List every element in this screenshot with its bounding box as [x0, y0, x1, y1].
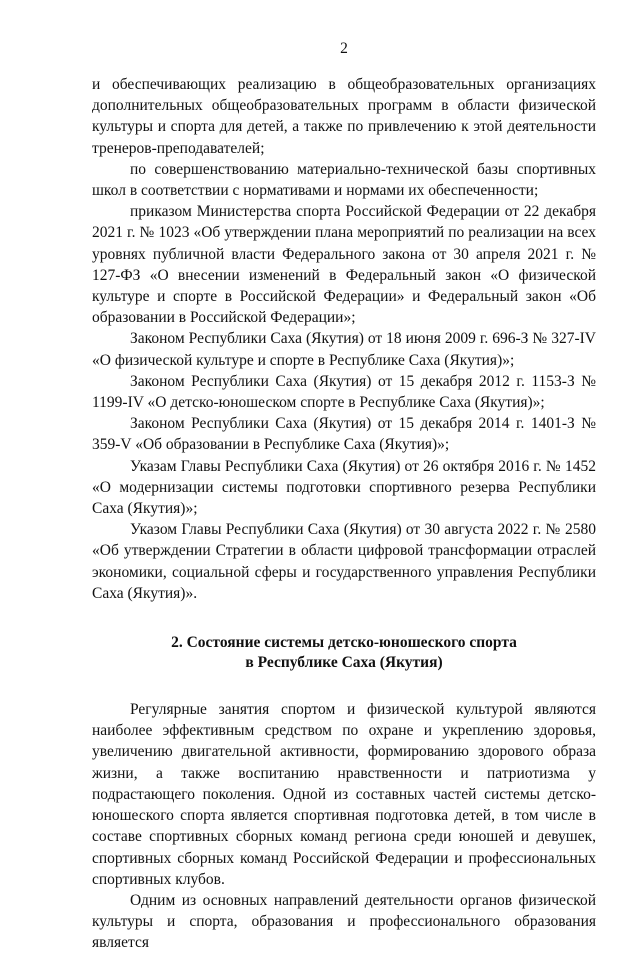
paragraph-material-base: по совершенствованию материально-технической базы спортивных школ в соответствии с нормативами и нормами их обеспеченности; — [92, 160, 596, 200]
section-heading-line-2: в Республике Саха (Якутия) — [245, 654, 443, 672]
section-heading-line-1: 2. Состояние системы детско-юношеского спорта — [171, 634, 517, 652]
paragraph-intro-continuation: и обеспечивающих реализацию в общеобразовательных организациях дополнительных общеобразовательных программ в области физической культуры и спорта для детей, а также по привлечению к этой деятельности тренеров-преподавателей; — [92, 76, 596, 157]
document-page — [92, 40, 596, 954]
paragraph-regular-sports: Регулярные занятия спортом и физической культурой являются наиболее эффективным средством по охране и укреплению здоровья, увеличению двигательной активности, формированию здорового образа жизни, а также воспитанию нравственности и патриотизма у подрастающего поколения. Одной из составных частей системы детско-юношеского спорта является спортивная подготовка детей, в том числе в составе спортивных сборных команд региона среди юношей и девушек, спортивных сборных команд Российской Федерации и профессиональных спортивных клубов. — [92, 701, 596, 888]
paragraph-decree-2022: Указом Главы Республики Саха (Якутия) от 30 августа 2022 г. № 2580 «Об утверждении Стратегии в области цифровой трансформации отраслей экономики, социальной сферы и государственного управления Республики Саха (Якутия)». — [92, 521, 596, 602]
paragraph-ministry-order: приказом Министерства спорта Российской Федерации от 22 декабря 2021 г. № 1023 «Об утверждении плана мероприятий по реализации на всех уровнях публичной власти Федерального закона от 30 апреля 2021 г. № 127-ФЗ «О внесении изменений в Федеральный закон «О физической культуре и спорте в Российской Федерации» и Федеральный закон «Об образовании в Российской Федерации»; — [92, 203, 596, 327]
paragraph-main-directions: Одним из основных направлений деятельности органов физической культуры и спорта, образования и профессионального образования является — [92, 891, 596, 952]
top-paragraphs — [92, 74, 596, 604]
paragraph-law-2009: Законом Республики Саха (Якутия) от 18 июня 2009 г. 696-З № 327-IV «О физической культуре и спорте в Республике Саха (Якутия)»; — [92, 330, 596, 369]
paragraph-law-2012: Законом Республики Саха (Якутия) от 15 декабря 2012 г. 1153-З № 1199-IV «О детско-юношеском спорте в Республике Саха (Якутия)»; — [92, 372, 596, 412]
section-heading — [92, 633, 596, 673]
page-number: 2 — [340, 40, 348, 57]
paragraph-law-2014: Законом Республики Саха (Якутия) от 15 декабря 2014 г. 1401-З № 359-V «Об образовании в Республике Саха (Якутия)»; — [92, 415, 596, 454]
bottom-paragraphs — [92, 699, 596, 953]
paragraph-decree-2016: Указам Главы Республики Саха (Якутия) от 26 октября 2016 г. № 1452 «О модернизации системы подготовки спортивного резерва Республики Саха (Якутия)»; — [92, 457, 596, 518]
